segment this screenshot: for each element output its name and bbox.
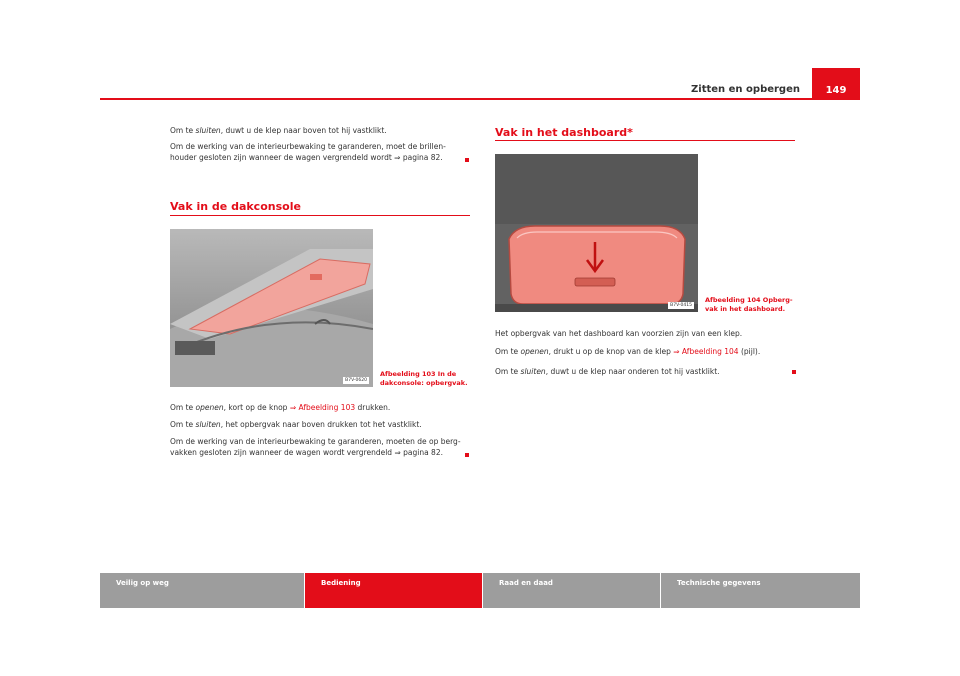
section-title-dakconsole: Vak in de dakconsole xyxy=(170,200,301,213)
paragraph-dashboard-open: Om te openen, drukt u op de knop van de klep ⇒ Afbeelding 104 (pijl). xyxy=(495,347,761,356)
paragraph-dashboard-intro: Het opbergvak van het dashboard kan voorzien zijn van een klep. xyxy=(495,329,743,338)
figure-roof-console xyxy=(170,229,373,387)
header-divider xyxy=(100,98,860,100)
intro-paragraph-1: Om te sluiten, duwt u de klep naar boven tot hij vastklikt. xyxy=(170,126,387,135)
paragraph-monitoring: Om de werking van de interieurbewaking te garanderen, moeten de op berg- vakken gesloten zijn wanneer de wagen wordt vergrendeld ⇒ pagina 82. xyxy=(170,437,461,457)
footer-tab-bediening[interactable]: Bediening xyxy=(305,573,482,608)
paragraph-open: Om te openen, kort op de knop ⇒ Afbeelding 103 drukken. xyxy=(170,403,391,412)
figure-103-link[interactable]: ⇒ Afbeelding 103 xyxy=(289,403,356,412)
figure-code-104: B7V-0415 xyxy=(670,303,692,308)
section-end-mark xyxy=(792,370,796,374)
footer-tab-veilig-op-weg[interactable]: Veilig op weg xyxy=(100,573,304,608)
section-end-mark xyxy=(465,453,469,457)
figure-104-link[interactable]: ⇒ Afbeelding 104 xyxy=(673,347,739,356)
figure-caption-103: Afbeelding 103 In de dakconsole: opbergvak. xyxy=(380,370,468,387)
figure-code-103: B7V-0620 xyxy=(345,378,367,383)
page-header-title: Zitten en opbergen xyxy=(691,84,800,95)
figure-caption-104: Afbeelding 104 Opberg- vak in het dashboard. xyxy=(705,296,793,313)
figure-dashboard-compartment xyxy=(495,154,698,312)
section-divider xyxy=(495,140,795,141)
intro-paragraph-2: Om de werking van de interieurbewaking te garanderen, moet de brillen- houder gesloten zijn wanneer de wagen vergrendeld wordt ⇒ pagina 82. xyxy=(170,142,446,162)
paragraph-dashboard-close: Om te sluiten, duwt u de klep naar onderen tot hij vastklikt. xyxy=(495,367,720,376)
paragraph-close: Om te sluiten, het opbergvak naar boven drukken tot het vastklikt. xyxy=(170,420,422,429)
page-number: 149 xyxy=(812,68,860,98)
roof-console-illustration xyxy=(170,229,373,387)
footer-tab-technische-gegevens[interactable]: Technische gegevens xyxy=(661,573,860,608)
section-end-mark xyxy=(465,158,469,162)
dashboard-compartment-illustration xyxy=(495,154,698,312)
footer-tab-raad-en-daad[interactable]: Raad en daad xyxy=(483,573,660,608)
section-title-dashboard: Vak in het dashboard* xyxy=(495,126,633,139)
section-divider xyxy=(170,215,470,216)
